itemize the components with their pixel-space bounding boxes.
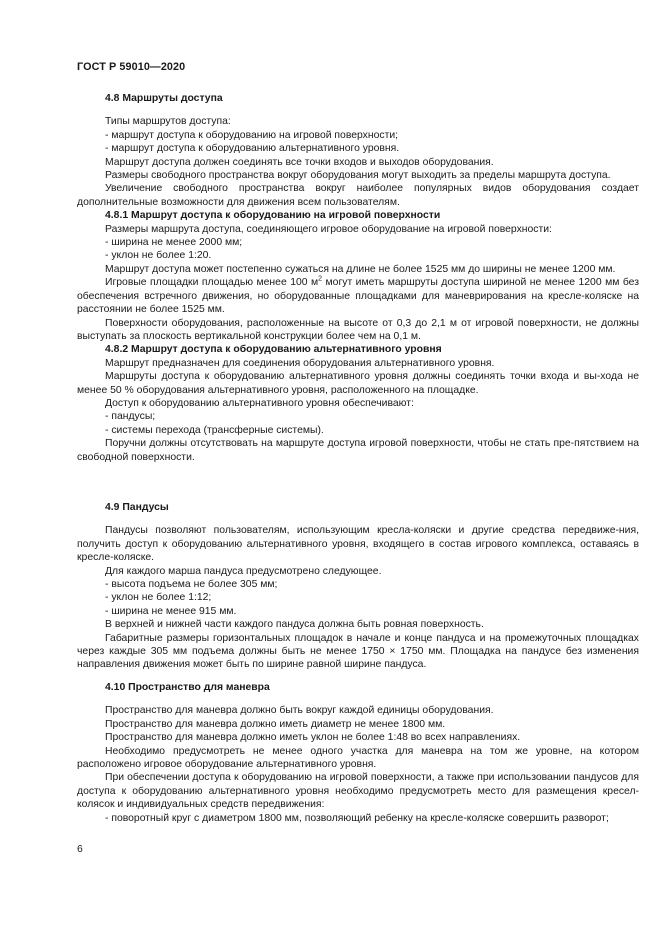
paragraph: Типы маршрутов доступа: bbox=[105, 116, 231, 128]
paragraph: Маршруты доступа к оборудованию альтернативного уровня должны соединять точки входа и вы-хода не менее 50 % оборудования альтернативного уровня, расположенного на площадке. bbox=[77, 371, 639, 396]
paragraph: Пространство для маневра должно иметь диаметр не менее 1800 мм. bbox=[105, 718, 446, 730]
list-item: - системы перехода (трансферные системы). bbox=[105, 424, 324, 436]
subsection-heading: 4.8.2 Маршрут доступа к оборудованию альтернативного уровня bbox=[105, 344, 442, 356]
section-4-8 bbox=[77, 92, 639, 464]
section-heading: 4.8 Маршруты доступа bbox=[105, 93, 223, 104]
paragraph: Габаритные размеры горизонтальных площадок в начале и конце пандуса и на промежуточных площадках через каждые 305 мм подъема должны быть не менее 1750 × 1750 мм. Площадка на пандусе без изменения направления движения может быть по ширине равной ширине пандуса. bbox=[77, 632, 639, 671]
paragraph: Маршрут доступа может постепенно сужаться на длине не более 1525 мм до ширины не менее 1200 мм. bbox=[105, 263, 616, 275]
section-heading: 4.10 Пространство для маневра bbox=[105, 682, 270, 693]
paragraph: Необходимо предусмотреть не менее одного участка для маневра на том же уровне, на котором расположено игровое оборудование альтернативного уровня. bbox=[77, 745, 639, 771]
document-header: ГОСТ Р 59010—2020 bbox=[77, 61, 186, 73]
paragraph: Маршрут предназначен для соединения оборудования альтернативного уровня. bbox=[105, 357, 495, 369]
section-heading: 4.9 Пандусы bbox=[105, 502, 169, 513]
paragraph bbox=[77, 276, 639, 316]
list-item: - уклон не более 1:20. bbox=[105, 250, 212, 262]
section-4-9 bbox=[77, 501, 639, 672]
text-run: Игровые площадки площадью менее 100 м bbox=[105, 277, 319, 289]
list-item: - маршрут доступа к оборудованию на игровой поверхности; bbox=[105, 129, 399, 141]
list-item: - высота подъема не более 305 мм; bbox=[105, 579, 278, 591]
paragraph: Размеры маршрута доступа, соединяющего игровое оборудование на игровой поверхности: bbox=[105, 223, 552, 235]
paragraph: Поручни должны отсутствовать на маршруте доступа игровой поверхности, чтобы не стать пре-пятствием на свободной поверхности. bbox=[77, 438, 639, 463]
page-number: 6 bbox=[77, 844, 83, 855]
paragraph: Пространство для маневра должно иметь уклон не более 1:48 во всех направлениях. bbox=[105, 732, 521, 744]
paragraph: Для каждого марша пандуса предусмотрено следующее. bbox=[105, 565, 382, 577]
paragraph: В верхней и нижней части каждого пандуса должна быть ровная поверхность. bbox=[105, 619, 484, 631]
paragraph: При обеспечении доступа к оборудованию на игровой поверхности, а также при использовании пандусов для доступа к оборудованию альтернативного уровня необходимо предусмотреть место для размещения кресел-колясок и индивидуальных средств передвижения: bbox=[77, 772, 639, 811]
paragraph: Пандусы позволяют пользователям, использующим кресла-коляски и другие средства передвиже-ния, получить доступ к оборудованию альтернативного уровня, входящего в состав игрового комплекса, оставаясь в кресле-коляске. bbox=[77, 525, 639, 564]
paragraph: Размеры свободного пространства вокруг оборудования могут выходить за пределы маршрута доступа. bbox=[105, 170, 611, 182]
list-item: - маршрут доступа к оборудованию альтернативного уровня. bbox=[105, 143, 400, 155]
list-item: - поворотный круг с диаметром 1800 мм, позволяющий ребенку на кресле-коляске совершить разворот; bbox=[105, 812, 609, 824]
list-item: - ширина не менее 915 мм. bbox=[105, 605, 237, 617]
list-item: - пандусы; bbox=[105, 411, 156, 423]
paragraph: Пространство для маневра должно быть вокруг каждой единицы оборудования. bbox=[105, 705, 494, 717]
list-item: - уклон не более 1:12; bbox=[105, 592, 212, 604]
section-4-10 bbox=[77, 681, 639, 825]
paragraph: Увеличение свободного пространства вокруг наиболее популярных видов оборудования создает дополнительные возможности для движения всем пользователям. bbox=[77, 183, 639, 208]
text-run: могут иметь маршруты доступа шириной не менее 1200 мм без обеспечения встречного движения, но оборудованные площадками для маневрирования на кресле-коляске на расстоянии не более 1525 мм. bbox=[77, 277, 639, 316]
paragraph: Доступ к оборудованию альтернативного уровня обеспечивают: bbox=[105, 397, 414, 409]
subsection-heading: 4.8.1 Маршрут доступа к оборудованию на игровой поверхности bbox=[105, 210, 441, 222]
paragraph: Маршрут доступа должен соединять все точки входов и выходов оборудования. bbox=[105, 156, 494, 168]
superscript: 2 bbox=[318, 275, 323, 283]
paragraph: Поверхности оборудования, расположенные на высоте от 0,3 до 2,1 м от игровой поверхности, не должны выступать за плоскость вертикальной конструкции более чем на 0,1 м. bbox=[77, 317, 639, 342]
list-item: - ширина не менее 2000 мм; bbox=[105, 237, 243, 249]
